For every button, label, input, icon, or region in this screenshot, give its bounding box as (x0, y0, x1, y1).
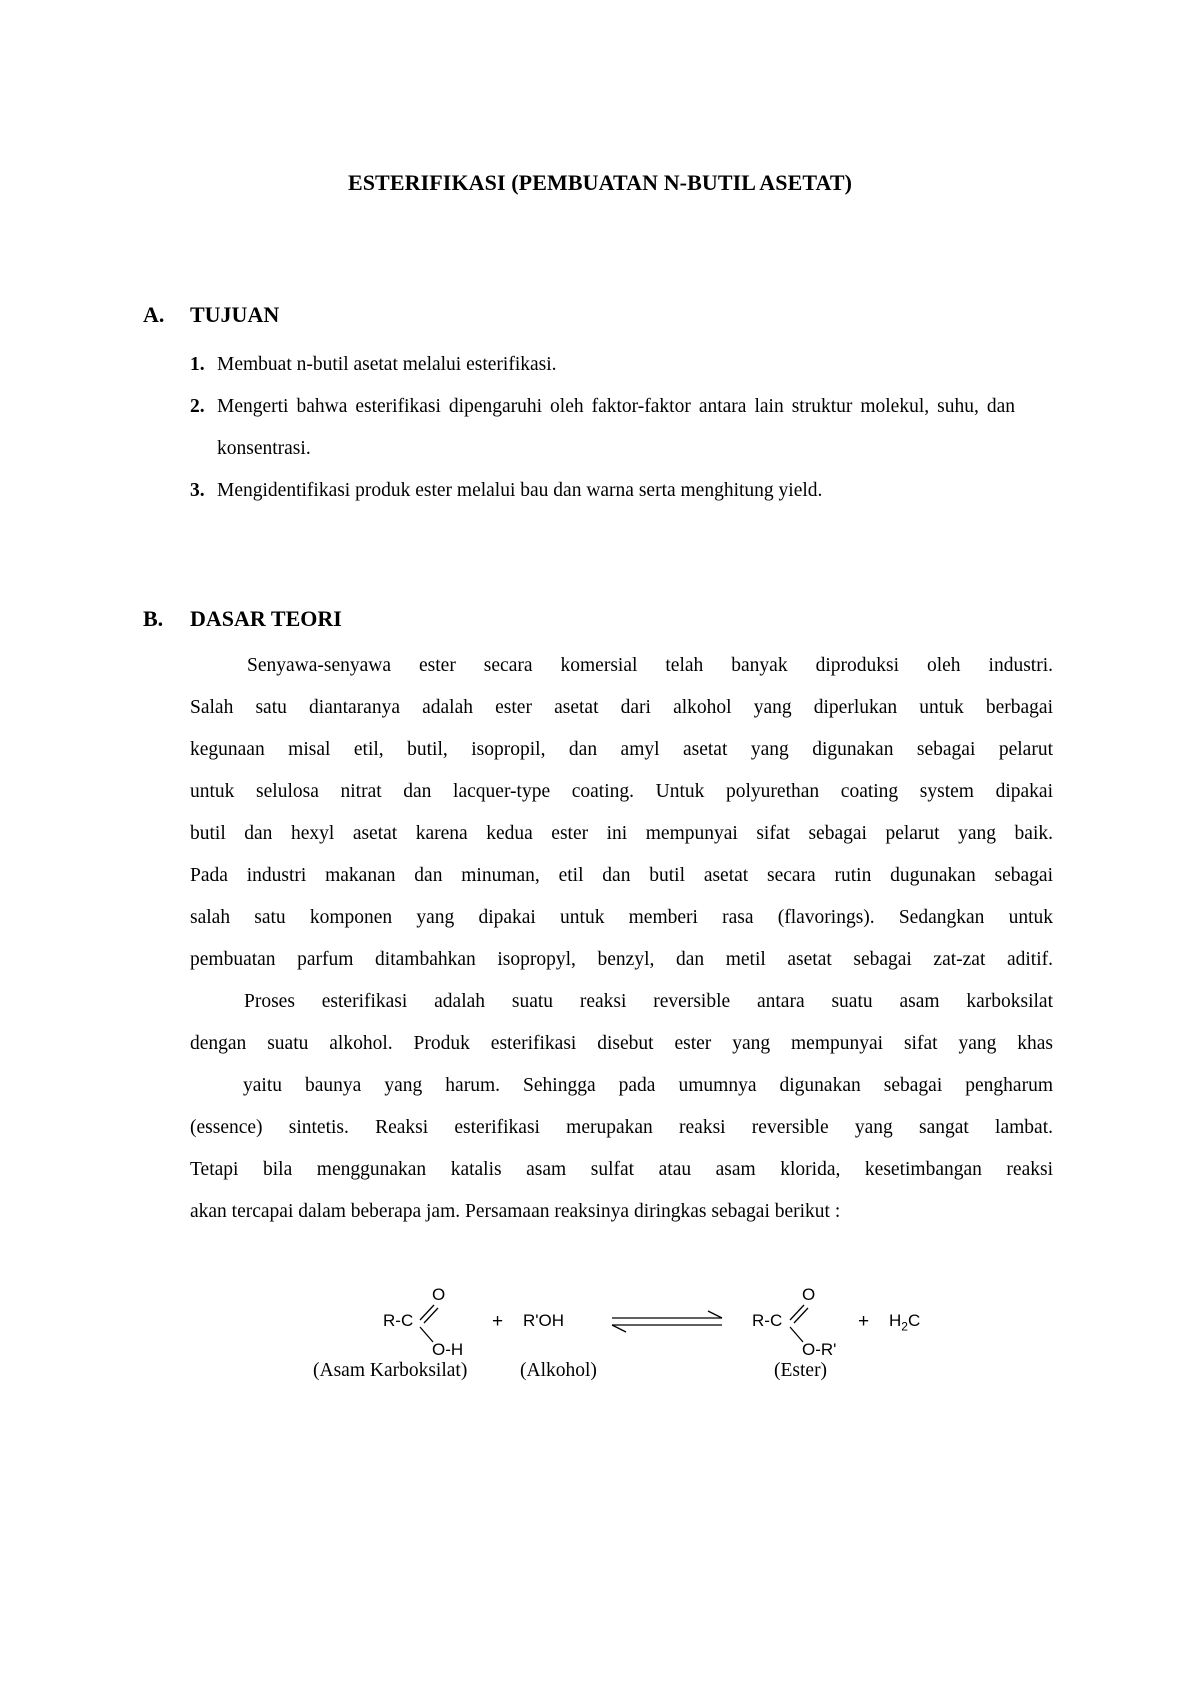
ester-rc-label: R-C (752, 1311, 783, 1330)
section-a-title: TUJUAN (190, 302, 280, 327)
alcohol-formula: R'OH (523, 1311, 565, 1330)
acid-oh-label: O-H (432, 1340, 464, 1359)
paragraph-line: (essence) sintetis. Reaksi esterifikasi merupakan reaksi reversible yang sangat lambat. (190, 1117, 1053, 1138)
reaction-equation (0, 1265, 1200, 1395)
water-h: H (889, 1311, 902, 1330)
water-tail: C (907, 1311, 921, 1330)
reverse-arrow-head (612, 1325, 626, 1332)
double-bond-line (794, 1308, 808, 1323)
double-bond-line (424, 1308, 438, 1323)
water-formula (889, 1311, 920, 1333)
list-item (190, 470, 1015, 512)
plus-sign: + (492, 1311, 504, 1332)
acid-oxygen-label: O (432, 1285, 446, 1304)
objective-list (190, 344, 1015, 512)
caption-ester: (Ester) (774, 1360, 828, 1381)
paragraph-line: kegunaan misal etil, butil, isopropil, dan amyl asetat yang digunakan sebagai pelarut (190, 739, 1053, 760)
paragraph-line: akan tercapai dalam beberapa jam. Persamaan reaksinya diringkas sebagai berikut : (190, 1201, 841, 1222)
section-b-heading (143, 606, 342, 632)
paragraph-line: Pada industri makanan dan minuman, etil dan butil asetat secara rutin dugunakan sebagai (190, 865, 1053, 886)
section-b-title: DASAR TEORI (190, 606, 342, 631)
paragraph-line: Proses esterifikasi adalah suatu reaksi reversible antara suatu asam karboksilat (244, 991, 1053, 1012)
list-item-number: 1. (190, 354, 205, 375)
list-item-text: Mengidentifikasi produk ester melalui bau dan warna serta menghitung yield. (217, 480, 823, 501)
paragraph-line: Salah satu diantaranya adalah ester asetat dari alkohol yang diperlukan untuk berbagai (190, 697, 1053, 718)
ester-or-label: O-R' (802, 1340, 837, 1359)
list-item-text: Mengerti bahwa esterifikasi dipengaruhi oleh faktor-faktor antara lain struktur molekul, suhu, dan konsentrasi. (217, 396, 1015, 459)
list-item (190, 344, 1015, 386)
double-bond-line (790, 1305, 804, 1320)
paragraph-line: salah satu komponen yang dipakai untuk memberi rasa (flavorings). Sedangkan untuk (190, 907, 1053, 928)
caption-acid: (Asam Karboksilat) (313, 1360, 468, 1381)
list-item-number: 2. (190, 396, 205, 417)
list-item-number: 3. (190, 480, 205, 501)
page-title: ESTERIFIKASI (PEMBUATAN N-BUTIL ASETAT) (347, 170, 853, 195)
paragraph-line: pembuatan parfum ditambahkan isopropyl, benzyl, dan metil asetat sebagai zat-zat aditif. (190, 949, 1053, 970)
paragraph-line: yaitu baunya yang harum. Sehingga pada umumnya digunakan sebagai pengharum (243, 1075, 1053, 1096)
forward-arrow-head (708, 1311, 722, 1318)
paragraph-line: Senyawa-senyawa ester secara komersial telah banyak diproduksi oleh industri. (247, 655, 1053, 676)
paragraph-line: butil dan hexyl asetat karena kedua ester ini mempunyai sifat sebagai pelarut yang baik. (190, 823, 1053, 844)
water-subscript: 2 (901, 1319, 908, 1334)
section-a-letter: A. (143, 302, 165, 327)
list-item (190, 386, 1015, 470)
theory-text (190, 645, 1053, 1233)
ester-oxygen-label: O (802, 1285, 816, 1304)
paragraph-line: dengan suatu alkohol. Produk esterifikasi disebut ester yang mempunyai sifat yang khas (190, 1033, 1053, 1054)
double-bond-line (420, 1305, 434, 1320)
list-item-text: Membuat n-butil asetat melalui esterifikasi. (217, 354, 557, 375)
reaction-bonds (0, 1265, 1200, 1395)
section-b-letter: B. (143, 606, 164, 631)
paragraph-line: untuk selulosa nitrat dan lacquer-type coating. Untuk polyurethan coating system dipakai (190, 781, 1053, 802)
acid-rc-label: R-C (383, 1311, 414, 1330)
section-a-heading (143, 302, 279, 328)
paragraph-line: Tetapi bila menggunakan katalis asam sulfat atau asam klorida, kesetimbangan reaksi (190, 1159, 1053, 1180)
caption-alcohol: (Alkohol) (520, 1360, 597, 1381)
plus-sign: + (858, 1311, 870, 1332)
